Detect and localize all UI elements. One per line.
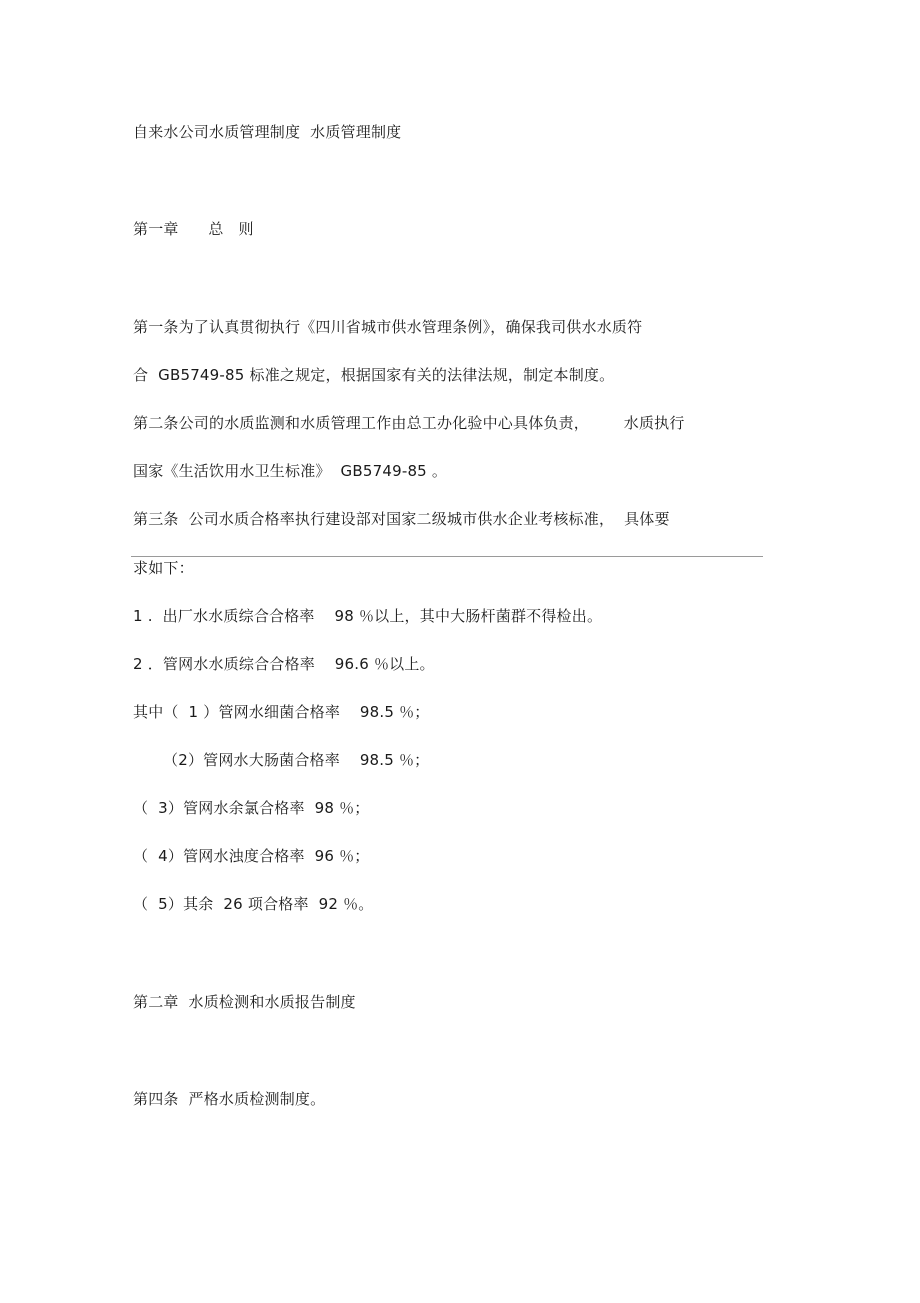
- article-2-line-2: 国家《生活饮用水卫生标准》 GB5749-85 。: [133, 462, 448, 480]
- horizontal-divider: [131, 556, 763, 557]
- list-item-1: 1 . 出厂水水质综合合格率 98 ％以上，其中大肠杆菌群不得检出。: [133, 607, 603, 625]
- list-item-2: 2 ．管网水水质综合合格率 96.6 ％以上。: [133, 655, 435, 673]
- sub-item-5: （ 5）其余 26 项合格率 92 ％。: [133, 895, 374, 913]
- article-1-line-2: 合 GB5749-85 标准之规定，根据国家有关的法律法规，制定本制度。: [133, 366, 615, 384]
- article-2-line-1: 第二条公司的水质监测和水质管理工作由总工办化验中心具体负责， 水质执行: [133, 414, 685, 432]
- article-3-line-2: 求如下：: [133, 559, 194, 577]
- sub-item-4: （ 4）管网水浊度合格率 96 ％；: [133, 847, 370, 865]
- chapter-1-heading: 第一章 总 则: [133, 220, 254, 238]
- article-1-line-1: 第一条为了认真贯彻执行《四川省城市供水管理条例》，确保我司供水水质符: [133, 318, 643, 336]
- article-3-line-1: 第三条 公司水质合格率执行建设部对国家二级城市供水企业考核标准， 具体要: [133, 510, 670, 528]
- chapter-2-heading: 第二章 水质检测和水质报告制度: [133, 993, 356, 1011]
- article-4: 第四条 严格水质检测制度。: [133, 1090, 326, 1108]
- sub-item-3: （ 3）管网水余氯合格率 98 ％；: [133, 799, 370, 817]
- sub-item-1: 其中（ 1 ）管网水细菌合格率 98.5 ％；: [133, 703, 430, 721]
- sub-item-2: （2）管网水大肠菌合格率 98.5 ％；: [163, 751, 430, 769]
- document-title: 自来水公司水质管理制度 水质管理制度: [133, 123, 402, 141]
